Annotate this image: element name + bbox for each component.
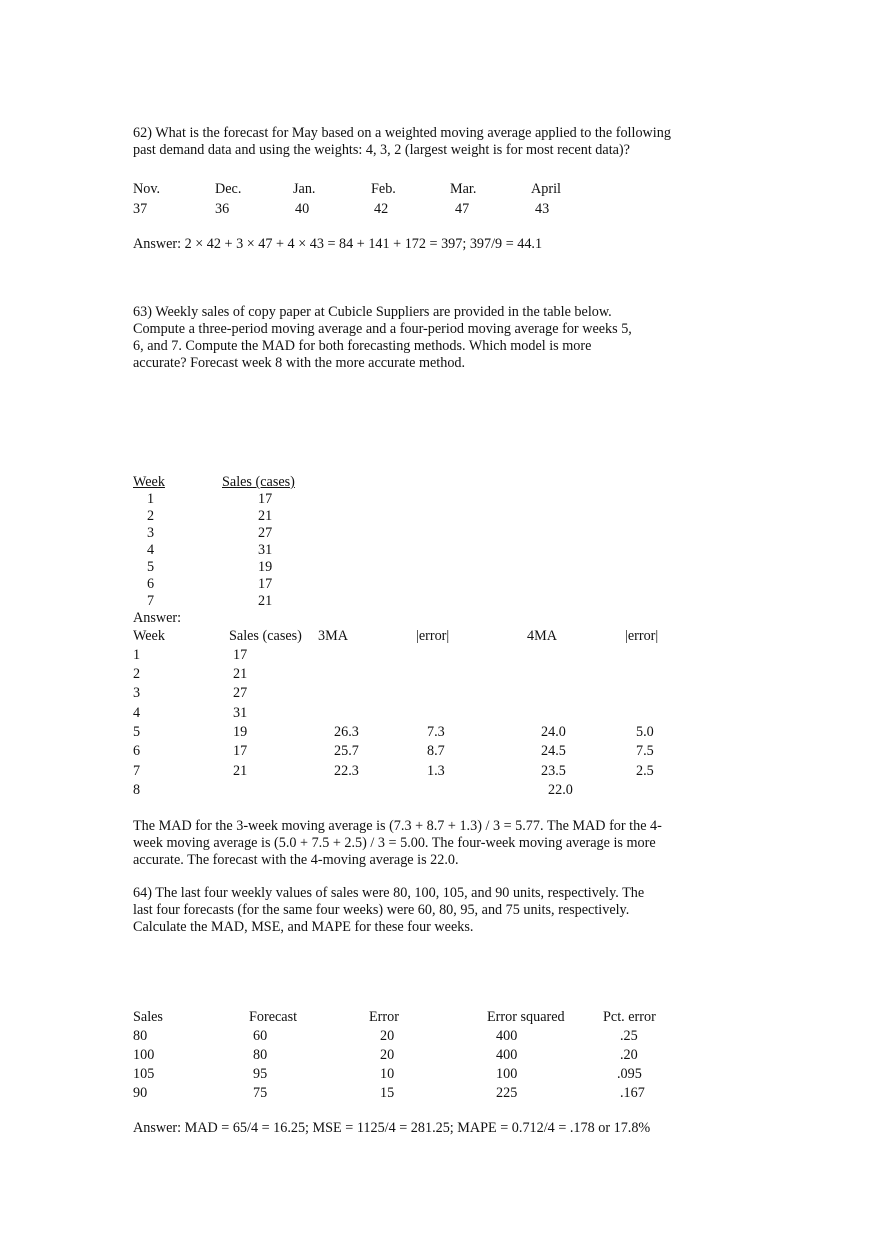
q64-pct-error-4: .167 <box>620 1085 645 1101</box>
q62-value-jan: 40 <box>295 201 310 217</box>
q63-answer-sales-3: 27 <box>233 685 248 701</box>
q63-answer-sales-5: 19 <box>233 724 248 740</box>
q64-error-squared-4: 225 <box>496 1085 518 1101</box>
q64-error-squared-3: 100 <box>496 1066 518 1082</box>
q63-answer-4ma-6: 24.5 <box>541 743 566 759</box>
q63-answer-4ma-5: 24.0 <box>541 724 566 740</box>
q64-forecast-3: 95 <box>253 1066 268 1082</box>
q64-sales-2: 100 <box>133 1047 155 1063</box>
q64-sales-3: 105 <box>133 1066 155 1082</box>
q64-error-2: 20 <box>380 1047 395 1063</box>
q63-answer-4ma-7: 23.5 <box>541 763 566 779</box>
q62-month-mar: Mar. <box>450 181 477 197</box>
q62-month-dec: Dec. <box>215 181 242 197</box>
q63-header-sales: Sales (cases) <box>222 474 295 490</box>
q63-answer-sales-7: 21 <box>233 763 248 779</box>
q63-answer-header-error-4ma: |error| <box>625 628 659 644</box>
q62-month-jan: Jan. <box>293 181 316 197</box>
q62-question <box>133 125 713 159</box>
q63-answer-header-week: Week <box>133 628 165 644</box>
q64-pct-error-2: .20 <box>620 1047 638 1063</box>
q63-answer-week-5: 5 <box>133 724 141 740</box>
q63-week-7: 7 <box>147 593 155 609</box>
q63-line-4: accurate? Forecast week 8 with the more accurate method. <box>133 355 466 371</box>
q64-error-4: 15 <box>380 1085 395 1101</box>
q63-sales-1: 17 <box>258 491 273 507</box>
q64-pct-error-3: .095 <box>617 1066 642 1082</box>
q64-sales-1: 80 <box>133 1028 148 1044</box>
q64-line-3: Calculate the MAD, MSE, and MAPE for these four weeks. <box>133 919 474 935</box>
q63-answer-week-2: 2 <box>133 666 141 682</box>
q62-value-mar: 47 <box>455 201 470 217</box>
q63-week-3: 3 <box>147 525 155 541</box>
q63-sales-3: 27 <box>258 525 273 541</box>
q64-header-forecast: Forecast <box>249 1009 298 1025</box>
q62-month-feb: Feb. <box>371 181 396 197</box>
q62-value-dec: 36 <box>215 201 230 217</box>
q64-error-1: 20 <box>380 1028 395 1044</box>
q63-answer-label: Answer: <box>133 610 182 626</box>
q64-pct-error-1: .25 <box>620 1028 638 1044</box>
q63-answer-error3-5: 7.3 <box>427 724 445 740</box>
q63-sales-4: 31 <box>258 542 273 558</box>
q64-error-squared-1: 400 <box>496 1028 518 1044</box>
q62-line-2: past demand data and using the weights: 4, 3, 2 (largest weight is for most recent data)? <box>133 142 630 158</box>
q63-sales-5: 19 <box>258 559 273 575</box>
q62-month-nov: Nov. <box>133 181 161 197</box>
q63-answer-week-4: 4 <box>133 705 141 721</box>
q62-value-feb: 42 <box>374 201 389 217</box>
q64-line-1: 64) The last four weekly values of sales were 80, 100, 105, and 90 units, respectively. The <box>133 885 645 901</box>
q63-question <box>133 304 713 372</box>
q63-conclusion-line-3: accurate. The forecast with the 4-moving average is 22.0. <box>133 852 459 868</box>
q63-line-1: 63) Weekly sales of copy paper at Cubicle Suppliers are provided in the table below. <box>133 304 612 320</box>
q63-week-1: 1 <box>147 491 155 507</box>
q63-sales-7: 21 <box>258 593 273 609</box>
q64-line-2: last four forecasts (for the same four weeks) were 60, 80, 95, and 75 units, respectively. <box>133 902 630 918</box>
q64-header-pct-error: Pct. error <box>603 1009 656 1025</box>
q63-answer-3ma-7: 22.3 <box>334 763 359 779</box>
q63-week-4: 4 <box>147 542 155 558</box>
q62-value-april: 43 <box>535 201 550 217</box>
q62-month-april: April <box>531 181 561 197</box>
q63-conclusion-line-2: week moving average is (5.0 + 7.5 + 2.5) / 3 = 5.00. The four-week moving average is more <box>133 835 656 851</box>
q63-week-5: 5 <box>147 559 155 575</box>
q63-answer-sales-2: 21 <box>233 666 248 682</box>
q63-answer-error3-7: 1.3 <box>427 763 445 779</box>
q64-forecast-2: 80 <box>253 1047 268 1063</box>
q62-value-nov: 37 <box>133 201 148 217</box>
q63-conclusion-line-1: The MAD for the 3-week moving average is (7.3 + 8.7 + 1.3) / 3 = 5.77. The MAD for the 4- <box>133 818 662 834</box>
q64-error-3: 10 <box>380 1066 395 1082</box>
q63-answer-header-4ma: 4MA <box>527 628 557 644</box>
q63-week-6: 6 <box>147 576 155 592</box>
q63-answer-header-sales: Sales (cases) <box>229 628 302 644</box>
q63-line-3: 6, and 7. Compute the MAD for both forecasting methods. Which model is more <box>133 338 592 354</box>
q63-answer-3ma-6: 25.7 <box>334 743 359 759</box>
q63-answer-error3-6: 8.7 <box>427 743 445 759</box>
q63-answer-week-7: 7 <box>133 763 141 779</box>
q64-question <box>133 885 713 936</box>
q63-answer-week-6: 6 <box>133 743 141 759</box>
q63-answer-sales-1: 17 <box>233 647 248 663</box>
q63-header-week: Week <box>133 474 165 490</box>
q63-answer-sales-4: 31 <box>233 705 248 721</box>
q64-header-sales: Sales <box>133 1009 163 1025</box>
q63-answer-3ma-5: 26.3 <box>334 724 359 740</box>
q63-answer-error4-5: 5.0 <box>636 724 654 740</box>
q62-answer: Answer: 2 × 42 + 3 × 47 + 4 × 43 = 84 + 141 + 172 = 397; 397/9 = 44.1 <box>133 236 543 252</box>
q63-answer-week-1: 1 <box>133 647 141 663</box>
q64-header-error-squared: Error squared <box>487 1009 565 1025</box>
q63-sales-6: 17 <box>258 576 273 592</box>
q63-sales-2: 21 <box>258 508 273 524</box>
q63-answer-sales-6: 17 <box>233 743 248 759</box>
q63-answer-week-8: 8 <box>133 782 141 798</box>
q63-conclusion <box>133 818 733 869</box>
q62-line-1: 62) What is the forecast for May based on a weighted moving average applied to the following <box>133 125 671 141</box>
q64-header-error: Error <box>369 1009 399 1025</box>
q63-answer-header-error-3ma: |error| <box>416 628 450 644</box>
q64-sales-4: 90 <box>133 1085 148 1101</box>
q64-forecast-1: 60 <box>253 1028 268 1044</box>
q64-answer: Answer: MAD = 65/4 = 16.25; MSE = 1125/4 = 281.25; MAPE = 0.712/4 = .178 or 17.8% <box>133 1120 651 1136</box>
q64-error-squared-2: 400 <box>496 1047 518 1063</box>
q63-answer-error4-7: 2.5 <box>636 763 654 779</box>
q63-answer-4ma-8: 22.0 <box>548 782 573 798</box>
q63-answer-header-3ma: 3MA <box>318 628 348 644</box>
q63-answer-week-3: 3 <box>133 685 141 701</box>
q63-week-2: 2 <box>147 508 155 524</box>
q63-answer-error4-6: 7.5 <box>636 743 654 759</box>
q64-forecast-4: 75 <box>253 1085 268 1101</box>
q63-line-2: Compute a three-period moving average and a four-period moving average for weeks 5, <box>133 321 632 337</box>
